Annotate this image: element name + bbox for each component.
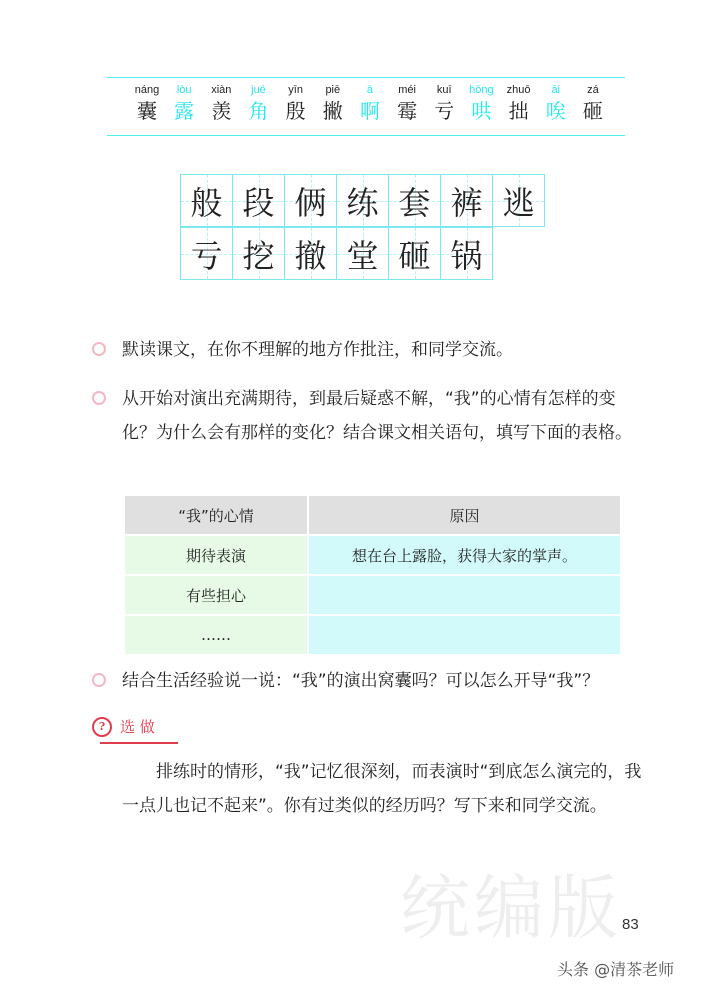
divider <box>100 742 178 744</box>
writing-cell <box>440 174 493 227</box>
hanzi: 砸 <box>582 99 603 123</box>
pinyin-word <box>390 84 424 124</box>
watermark: 统编版 <box>400 867 622 949</box>
hanzi: 殷 <box>285 99 306 123</box>
pinyin: yīn <box>288 84 303 96</box>
hanzi: 露 <box>174 99 195 123</box>
hanzi: 羡 <box>211 99 232 123</box>
character: 套 <box>398 183 431 222</box>
circle-bullet-icon <box>92 342 106 356</box>
table-row <box>124 615 621 655</box>
question-text: 从开始对演出充满期待，到最后疑惑不解，“我”的心情有怎样的变化？为什么会有那样的变化？结合课文相关语句，填写下面的表格。 <box>122 389 632 443</box>
divider <box>107 77 625 78</box>
writing-cell <box>492 174 545 227</box>
character: 砸 <box>398 236 431 275</box>
writing-cell <box>284 174 337 227</box>
pinyin-word <box>279 84 313 124</box>
optional-task-text: 排练时的情形，“我”记忆很深刻，而表演时“到底怎么演完的，我一点儿也记不起来”。你有过类似的经历吗？写下来和同学交流。 <box>122 762 642 816</box>
hanzi: 唉 <box>545 99 566 123</box>
table-header: 原因 <box>308 495 621 535</box>
pinyin: kuī <box>436 84 452 96</box>
pinyin-word <box>204 84 238 124</box>
pinyin: náng <box>134 84 160 96</box>
character: 逃 <box>502 183 535 222</box>
character: 俩 <box>294 183 327 222</box>
pinyin-word <box>576 84 610 124</box>
pinyin-word-list <box>130 84 610 124</box>
hanzi: 哄 <box>471 99 492 123</box>
pinyin-word <box>427 84 461 124</box>
character: 撤 <box>294 236 327 275</box>
pinyin-word <box>464 84 498 124</box>
hanzi: 撇 <box>322 99 343 123</box>
pinyin: méi <box>398 84 416 96</box>
pinyin: lòu <box>176 84 192 96</box>
footer-credit: 头条 @清茶老师 <box>557 960 675 979</box>
pinyin-word <box>241 84 275 124</box>
circle-bullet-icon <box>92 673 106 687</box>
pinyin-word <box>167 84 201 124</box>
pinyin: jué <box>251 84 266 96</box>
divider <box>107 135 625 136</box>
table-row <box>124 575 621 615</box>
writing-cell <box>440 227 493 280</box>
mood-table <box>123 494 622 656</box>
optional-badge-icon: ? <box>92 717 112 737</box>
hanzi: 霉 <box>397 99 418 123</box>
pinyin: zá <box>587 84 599 96</box>
question-3 <box>122 664 642 698</box>
optional-label: 选 做 <box>120 718 155 736</box>
writing-grid-row-2 <box>180 227 492 280</box>
circle-bullet-icon <box>92 391 106 405</box>
pinyin: zhuō <box>506 84 531 96</box>
table-row <box>124 535 621 575</box>
character: 段 <box>242 183 275 222</box>
writing-cell <box>388 174 441 227</box>
table-cell[interactable] <box>308 615 621 655</box>
pinyin: āi <box>551 84 560 96</box>
pinyin-word <box>502 84 536 124</box>
character: 挖 <box>242 236 275 275</box>
pinyin-word <box>539 84 573 124</box>
table-cell[interactable] <box>308 575 621 615</box>
question-text: 结合生活经验说一说：“我”的演出窝囊吗？可以怎么开导“我”？ <box>122 671 600 691</box>
hanzi: 拙 <box>508 99 529 123</box>
hanzi: 囊 <box>137 99 157 123</box>
table-cell: 有些担心 <box>124 575 308 615</box>
character: 堂 <box>346 236 379 275</box>
question-2 <box>122 382 642 450</box>
writing-cell <box>232 227 285 280</box>
writing-cell <box>336 227 389 280</box>
question-text: 默读课文，在你不理解的地方作批注，和同学交流。 <box>122 340 513 360</box>
pinyin: xiàn <box>211 84 232 96</box>
writing-grid-row-1 <box>180 174 544 227</box>
pinyin-word <box>130 84 164 124</box>
character: 裤 <box>450 183 483 222</box>
character: 锅 <box>450 236 483 275</box>
pinyin-word <box>353 84 387 124</box>
writing-cell <box>284 227 337 280</box>
character: 亏 <box>190 236 223 275</box>
table-header: “我”的心情 <box>124 495 308 535</box>
pinyin: hōng <box>469 84 494 96</box>
hanzi: 角 <box>248 99 269 123</box>
character: 般 <box>190 183 223 222</box>
hanzi: 啊 <box>359 99 380 123</box>
table-cell: 想在台上露脸，获得大家的掌声。 <box>308 535 621 575</box>
page-number: 83 <box>622 916 639 933</box>
table-cell: 期待表演 <box>124 535 308 575</box>
writing-cell <box>336 174 389 227</box>
writing-cell <box>232 174 285 227</box>
writing-cell <box>388 227 441 280</box>
pinyin: piē <box>325 84 341 96</box>
table-cell: …… <box>124 615 308 655</box>
writing-cell <box>180 174 233 227</box>
pinyin: ā <box>366 84 373 96</box>
optional-section-label <box>92 716 155 738</box>
pinyin-word <box>316 84 350 124</box>
character: 练 <box>346 183 379 222</box>
hanzi: 亏 <box>434 99 455 123</box>
writing-cell <box>180 227 233 280</box>
question-1 <box>122 333 642 367</box>
